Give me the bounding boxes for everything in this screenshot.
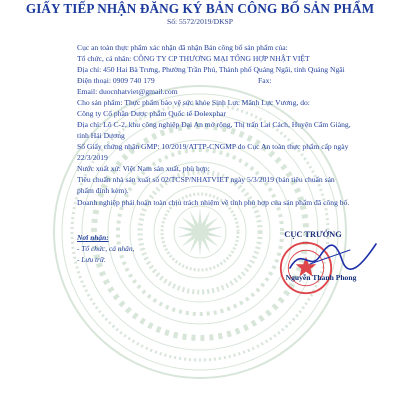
- document-title: GIẤY TIẾP NHẬN ĐĂNG KÝ BẢN CÔNG BỐ SẢN PHẨM: [25, 1, 375, 16]
- recipients-block: [77, 232, 134, 265]
- body-line: Nước xuất xứ: Việt Nam sản xuất, phù hợp:: [77, 164, 210, 173]
- signer-name: Nguyễn Thanh Phong: [285, 273, 357, 282]
- body-line: Cục an toàn thực phẩm xác nhận đã nhận Bản công bố sản phẩm của:: [77, 43, 288, 52]
- office-title: CỤC TRƯỞNG: [284, 230, 342, 239]
- body-line: Doanh nghiệp phải hoàn toàn chịu trách nhiệm về tính phù hợp của sản phẩm đã công bố.: [77, 198, 350, 207]
- body-line: Địa chỉ: 450 Hai Bà Trưng, Phường Trần Phú, Thành phố Quảng Ngãi, tỉnh Quảng Ngãi: [77, 65, 345, 74]
- body-line: Email: duocnhatviet@gmail.com: [77, 87, 178, 96]
- fax-label: Fax:: [258, 76, 272, 85]
- body-line: Số Giấy chứng nhận GMP: 10/2019/ATTP-CNGMP do Cục An toàn thực phẩm cấp ngày: [77, 142, 349, 151]
- body-line: tỉnh Hải Dương: [77, 131, 125, 140]
- recipient-item: - Lưu trữ.: [77, 255, 106, 264]
- body-line: phẩm đính kèm).: [77, 186, 129, 195]
- recipient-item: - Tổ chức, cá nhân,: [77, 244, 135, 253]
- recipients-heading: Nơi nhận:: [77, 233, 109, 242]
- body-line: Công ty Cổ phần Dược phẩm Quốc tế Dolexphar: [77, 109, 227, 118]
- body-line: Tổ chức, cá nhân: CÔNG TY CP THƯƠNG MẠI TỔNG HỢP NHẬT VIỆT: [77, 54, 310, 63]
- body-line: Địa chỉ: Lô C-2, khu công nghiệp Đại An mở rộng, Thị trấn Lai Cách, Huyện Cẩm Giàng,: [77, 120, 351, 129]
- body-line: Tiêu chuẩn nhà sản xuất số 02/TCSP/NHATVIET ngày 5/3/2019 (bản tiêu chuẩn sản: [77, 175, 335, 184]
- document-number: Số: 5572/2019/DKSP: [166, 17, 234, 26]
- body-line: Điện thoại: 0909 740 179: [77, 76, 155, 85]
- body-line: Cho sản phẩm: Thực phẩm bảo vệ sức khỏe Sinh Lực Mãnh Lực Vương, do:: [77, 98, 310, 107]
- body-line: 22/3/2019: [77, 153, 108, 162]
- handwritten-signature-icon: [280, 238, 380, 278]
